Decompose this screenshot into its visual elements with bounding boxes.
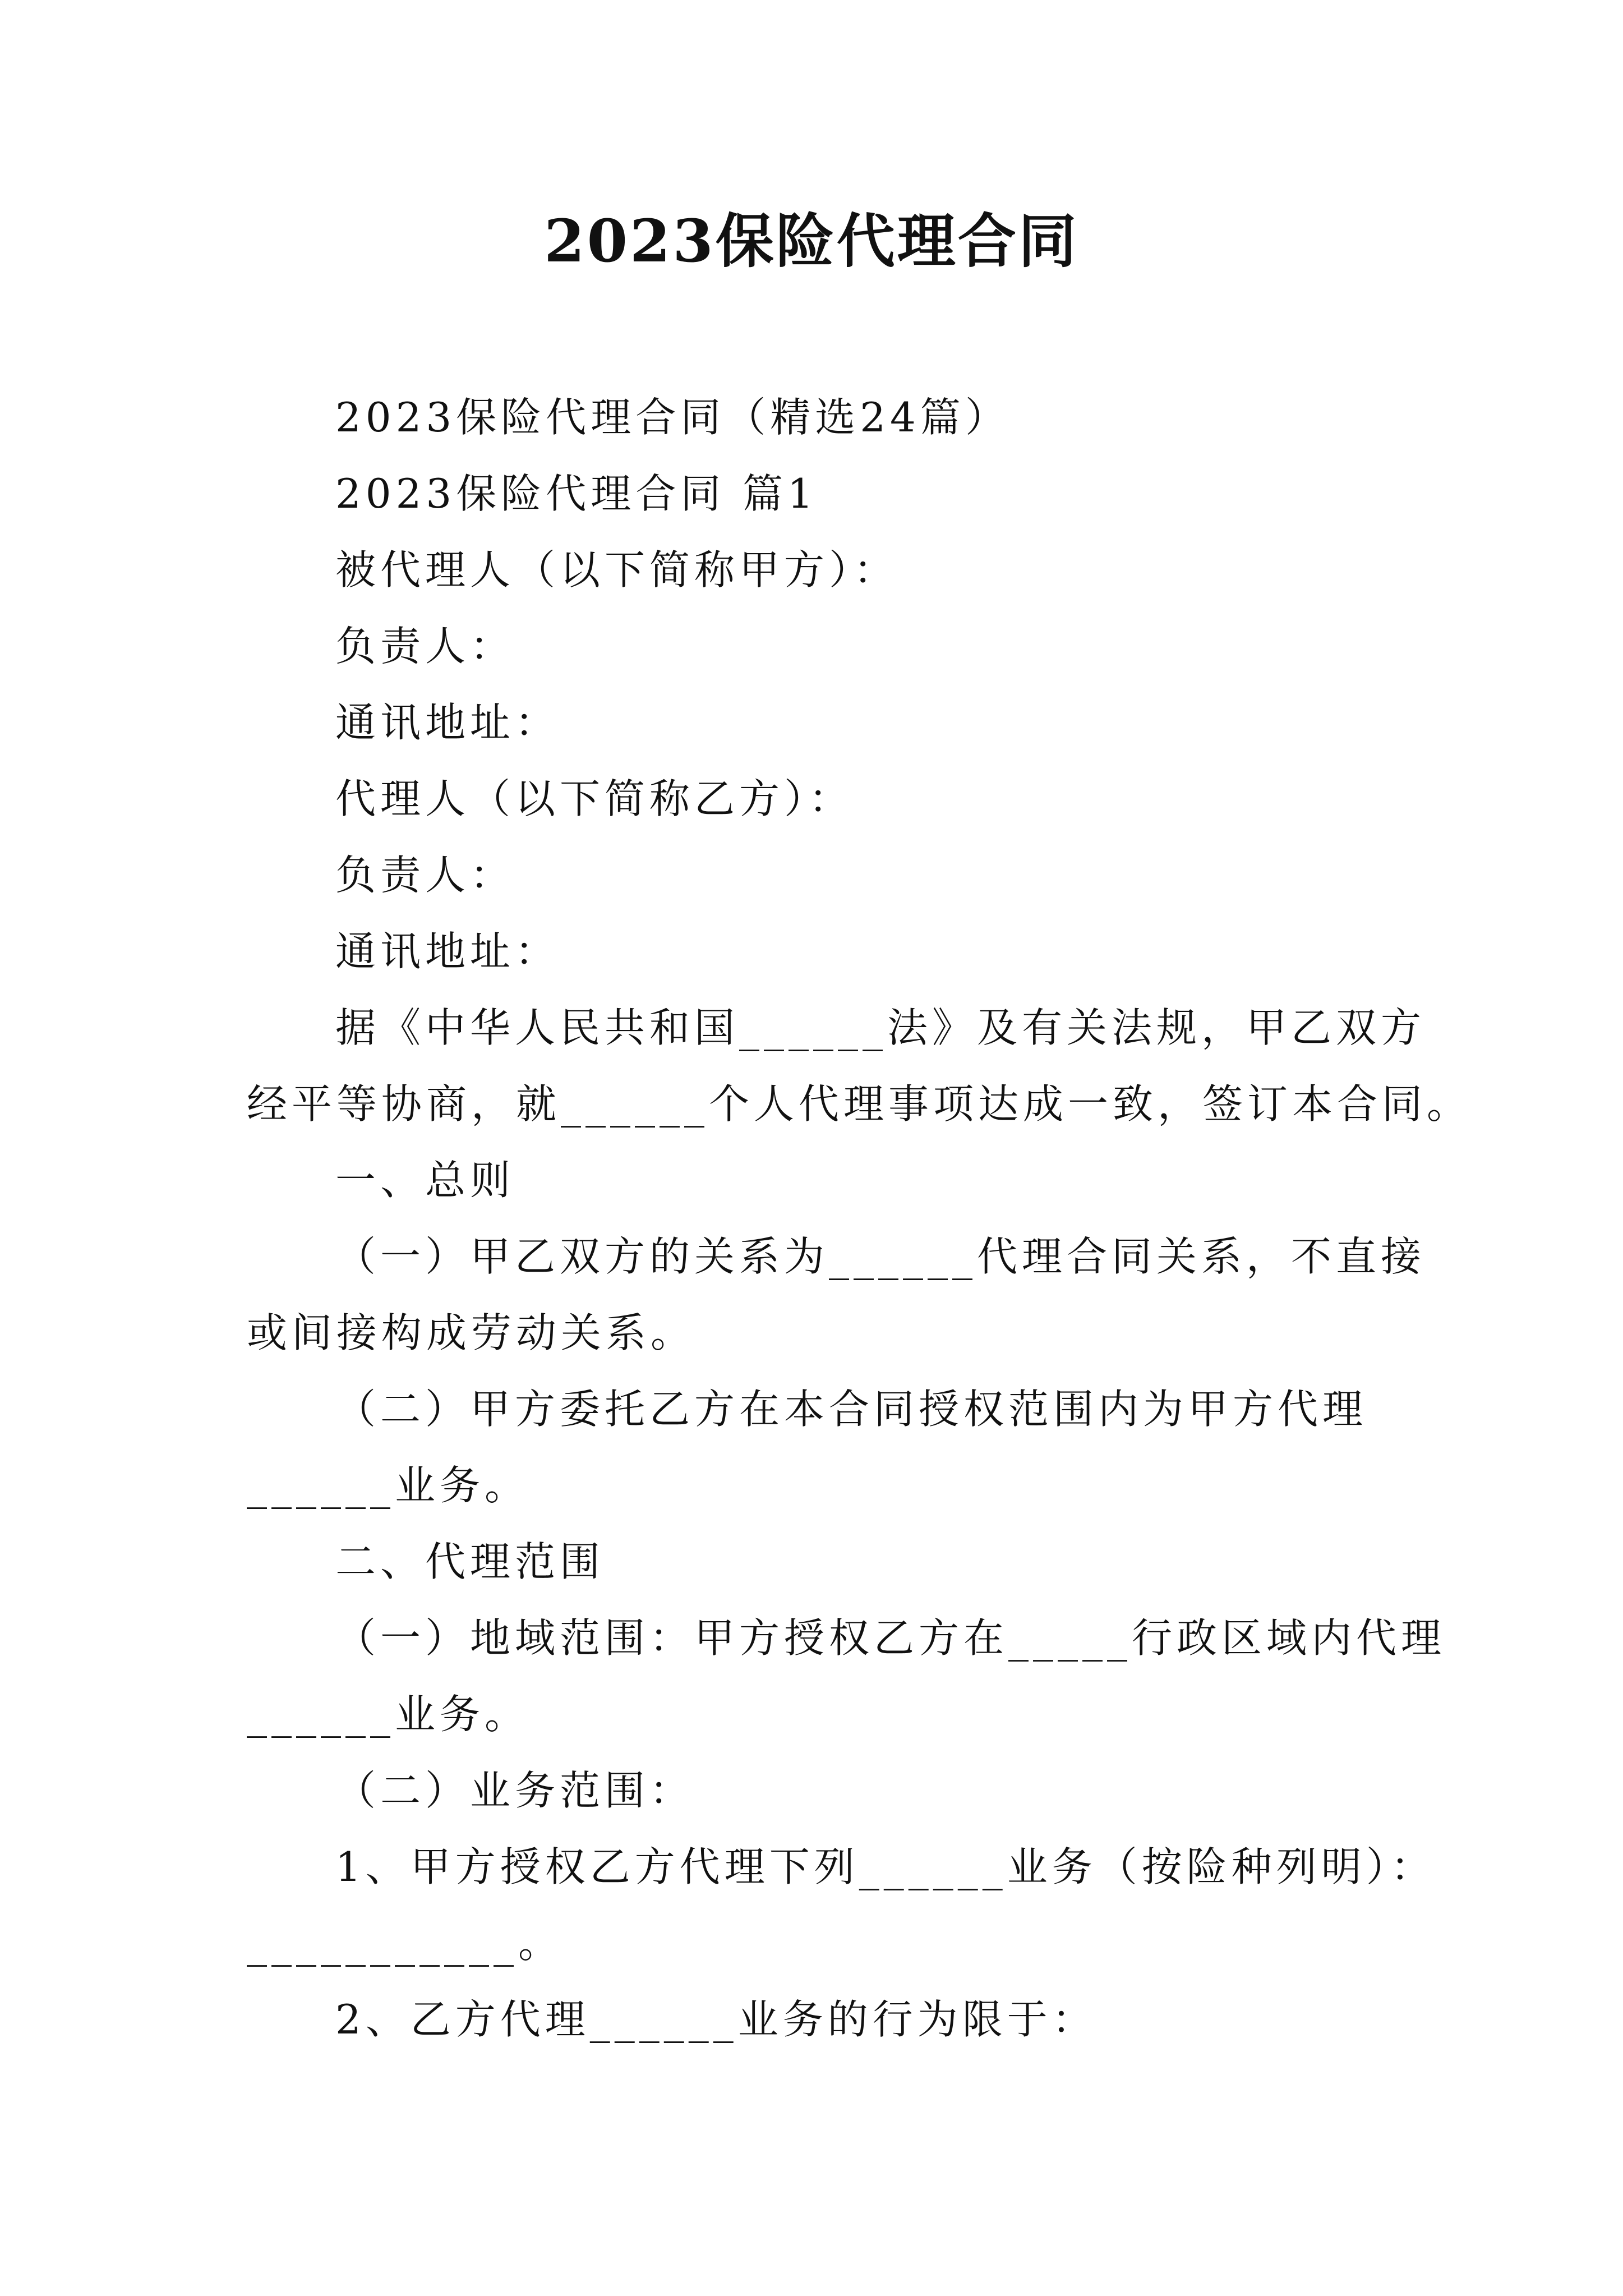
paragraph-line: 被代理人（以下简称甲方）：: [335, 546, 899, 593]
document-body: [247, 379, 1472, 2058]
paragraph-line: ______业务。: [247, 1462, 530, 1509]
paragraph-line: ___________。: [247, 1920, 563, 1967]
paragraph-line: 负责人：: [335, 623, 515, 670]
paragraph-line: 二、代理范围: [335, 1538, 605, 1585]
paragraph-line: （一）甲乙双方的关系为______代理合同关系，不直接: [335, 1233, 1426, 1280]
paragraph-line: 2023保险代理合同（精选24篇）: [335, 394, 1010, 441]
paragraph-line: 负责人：: [335, 852, 515, 899]
paragraph-line: （一）地域范围：甲方授权乙方在_____行政区域内代理: [335, 1614, 1446, 1662]
paragraph-line: （二）甲方委托乙方在本合同授权范围内为甲方代理: [335, 1386, 1368, 1433]
paragraph-line: （二）业务范围：: [335, 1767, 695, 1814]
paragraph-line: 通讯地址：: [335, 928, 560, 975]
paragraph-line: 2023保险代理合同 篇1: [335, 470, 818, 517]
paragraph-line: 通讯地址：: [335, 699, 560, 746]
paragraph-line: 1、甲方授权乙方代理下列______业务（按险种列明）：: [335, 1843, 1436, 1890]
paragraph-line: 或间接构成劳动关系。: [247, 1309, 696, 1356]
paragraph-line: 一、总则: [335, 1157, 515, 1204]
document-title: 2023保险代理合同: [544, 206, 1079, 275]
paragraph-line: 代理人（以下简称乙方）：: [335, 775, 854, 822]
paragraph-line: 据《中华人民共和国______法》及有关法规，甲乙双方: [335, 1004, 1426, 1051]
paragraph-line: ______业务。: [247, 1691, 530, 1738]
paragraph-line: 2、乙方代理______业务的行为限于：: [335, 1996, 1097, 2043]
paragraph-line: 经平等协商，就______个人代理事项达成一致，签订本合同。: [247, 1080, 1472, 1128]
